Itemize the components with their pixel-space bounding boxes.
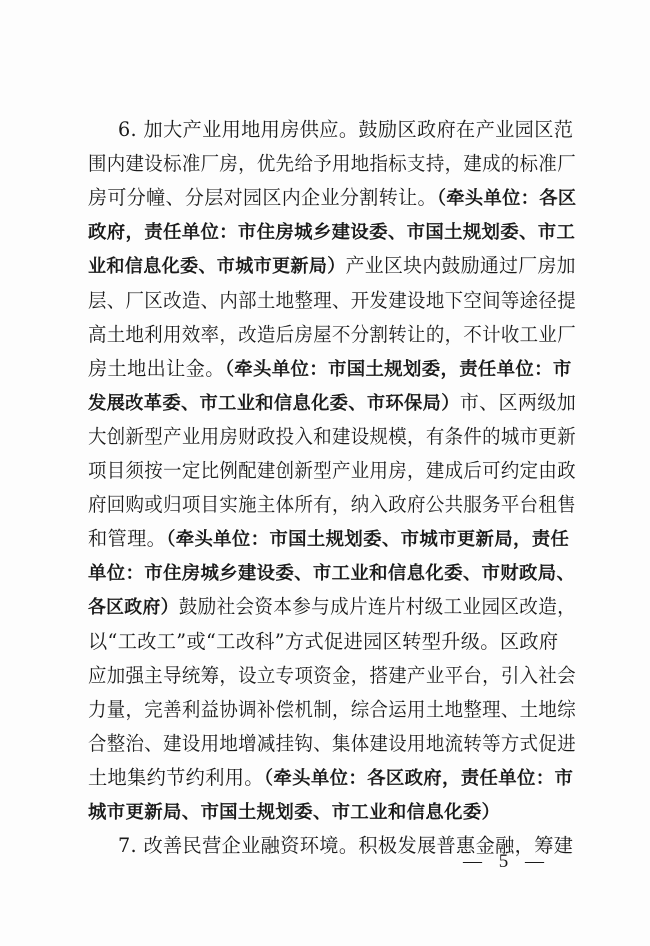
text-segment: 房可分幢、分层对园区内企业分割转让。 [88,186,437,210]
text-line [88,490,576,520]
text-segment: 鼓励社会资本参与成片连片村级工业园区改造， [178,595,577,619]
bold-text-segment: （牵头单位：市国土规划委、市城市更新局，责任 [166,529,570,551]
bold-text-segment: 单位：市住房城乡建设委、市工业和信息化委、市财政局、 [88,563,576,585]
text-line [118,115,576,145]
text-segment: 7. 改善民营企业融资环境。积极发展普惠金融，筹建 [118,834,574,858]
text-line [88,558,576,588]
text-segment: 房土地出让金。 [88,356,225,380]
bold-text-segment: 业和信息化委、市城市更新局） [88,256,346,278]
text-segment: 市、区两级加 [459,390,577,414]
text-line [88,592,577,622]
bold-text-segment: 政府，责任单位：市住房城乡建设委、市国土规划委、市工 [88,222,576,244]
text-line [88,661,576,691]
page-number: — 5 — [463,851,550,872]
text-segment: 府回购或归项目实施主体所有，纳入政府公共服务平台租售 [88,493,576,517]
bold-text-segment: （牵头单位：各区 [436,188,577,210]
text-line [88,763,576,793]
text-segment: 和管理。 [88,527,167,551]
text-line [88,320,576,350]
text-line [88,217,576,247]
text-segment: 以“工改工”或“工改科”方式促进园区转型升级。区政府 [88,629,559,653]
text-line [88,627,576,657]
text-segment: 高土地利用效率，改造后房屋不分割转让的，不计收工业厂 [88,322,576,346]
text-line [88,286,576,316]
text-segment: 合整治、建设用地增减挂钩、集体建设用地流转等方式促进 [88,731,576,755]
text-segment: 项目须按一定比例配建创新型产业用房，建成后可约定由政 [88,459,576,482]
bold-text-segment: 发展改革委、市工业和信息化委、市环保局） [88,392,460,414]
text-line [88,251,576,281]
text-line [88,695,576,725]
text-line [88,354,576,384]
text-line [88,456,576,486]
text-line [88,797,576,827]
text-segment: 土地集约节约利用。 [88,765,264,789]
text-line [88,422,576,452]
text-line [88,149,576,179]
text-line [88,183,577,213]
bold-text-segment: （牵头单位：市国土规划委，责任单位：市 [224,358,572,380]
text-segment: 大创新型产业用房财政投入和建设规模，有条件的城市更新 [88,424,576,448]
bold-text-segment: （牵头单位：各区政府，责任单位：市 [263,767,574,789]
text-line [88,388,577,418]
text-line [88,729,576,759]
text-segment: 应加强主导统筹，设立专项资金，搭建产业平台，引入社会 [88,663,576,687]
text-segment: 产业区块内鼓励通过厂房加 [345,254,576,278]
text-line [88,524,576,554]
text-segment: 6. 加大产业用地用房供应。鼓励区政府在产业园区范 [118,118,574,141]
text-segment: 层、厂区改造、内部土地整理、开发建设地下空间等途径提 [88,288,576,312]
bold-text-segment: 城市更新局、市国土规划委、市工业和信息化委） [88,802,501,823]
bold-text-segment: 各区政府） [88,597,179,619]
text-segment: 围内建设标准厂房，优先给予用地指标支持，建成的标准厂 [88,152,576,176]
text-segment: 力量，完善利益协调补偿机制，综合运用土地整理、土地综 [88,697,576,721]
